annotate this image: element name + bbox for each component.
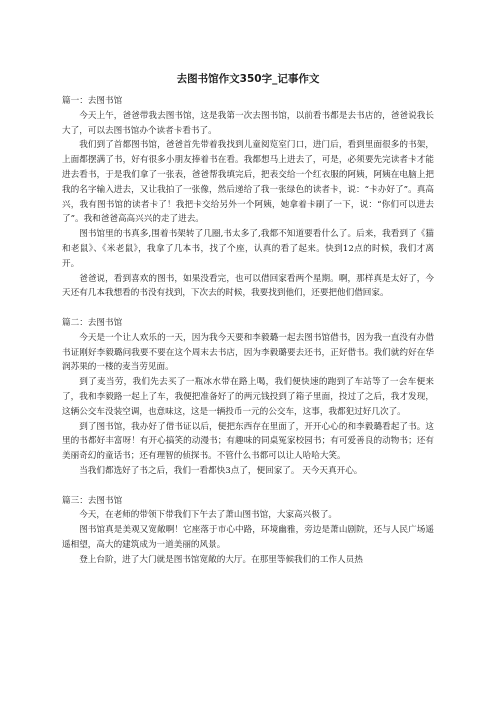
paragraph: 图书馆真是美观又宽敞啊！它座落于市心中路，环境幽雅，旁边是萧山剧院，还与人民广场遥遥相望，高大的建筑成为一道美丽的风景。 (62, 525, 434, 550)
section-spacer (62, 479, 434, 494)
paragraph: 到了图书馆，我办好了借书证以后，便把东西存在里面了，开开心心的和李毅璐看起了书。这里的书都好丰富呀！有开心搞笑的动漫书；有趣味的同桌冤家校园书；有可爱善良的动物书；还有美丽奇幻的童话书；还有理智的侦探书。不管什么书都可以让人哈哈大笑。 (62, 421, 434, 462)
paragraph: 当我们都选好了书之后，我们一看都快3点了，便回家了。 天今天真开心。 (79, 465, 363, 476)
section-1 (62, 94, 434, 301)
paragraph: 今天是一个让人欢乐的一天，因为我今天要和李毅璐一起去图书馆借书，因为我一直没有办借书证刚好李毅璐问我要不要在这个周末去书店，因为李毅璐要去还书，正好借书。我们就约好在华润苏果的一楼的麦当劳见面。 (62, 332, 434, 373)
paragraph: 图书馆里的书真多,围着书架转了几圈,书太多了,我都不知道要看什么了。后来，我看到了《猫和老鼠》、《米老鼠》，我拿了几本书，找了个座，认真的看了起来。快到12点的时候，我们才离开。 (62, 229, 434, 269)
document-title: 去图书馆作文350字_记事作文 (176, 73, 320, 85)
section-3 (62, 494, 434, 568)
section-heading: 篇三：去图书馆 (62, 495, 123, 506)
paragraph: 登上台阶，进了大门就是图书馆宽敞的大厅。在那里等候我们的工作人员热 (79, 554, 363, 565)
document-page (62, 72, 434, 568)
paragraph: 到了麦当劳，我们先去买了一瓶冰水带在路上喝，我们便快速的跑到了车站等了一会车便来了，我和李毅路一起上了车，我便把准备好了的两元钱投到了箱子里面，投过了之后，我才发现，这辆公交车没装空调，也意味这，这是一辆投币一元的公交车，这事，我都犯过好几次了。 (62, 377, 434, 417)
section-heading: 篇二：去图书馆 (62, 317, 123, 328)
section-spacer (62, 301, 434, 316)
section-2 (62, 316, 434, 479)
paragraph: 爸爸说，看到喜欢的图书，如果没看完，也可以借回家看两个星期。啊，那样真是太好了，今天还有几本我想看的书没有找到，下次去的时候，我要找到他们，还要把他们借回家。 (62, 273, 434, 299)
section-heading: 篇一：去图书馆 (62, 96, 123, 106)
paragraph: 我们到了首都图书馆，爸爸首先带着我找到儿童阅览室门口，进门后，看到里面很多的书架，上面都摆满了书，好有很多小朋友捧着书在看。我都想马上进去了，可是，必须要先完读者卡才能进去看书，于是我们拿了一张表，爸爸帮我填完后，把表交给一个红衣服的阿姨，阿姨在电脑上把我的名字输入进去，又让我拍了一张像，然后递给了我一张绿色的读者卡，说：“卡办好了”。真高兴，我有图书馆的读者卡了！我把卡交给另外一个阿姨，她拿着卡刷了一下，说：“你们可以进去了”。我和爸爸高高兴兴的走了进去。 (62, 140, 434, 225)
paragraph: 今天上午，爸爸带我去图书馆，这是我第一次去图书馆，以前看书都是去书店的，爸爸说我长大了，可以去图书馆办个读者卡看书了。 (62, 110, 434, 136)
paragraph: 今天，在老师的带领下带我们下午去了萧山图书馆，大家高兴极了。 (79, 510, 338, 521)
